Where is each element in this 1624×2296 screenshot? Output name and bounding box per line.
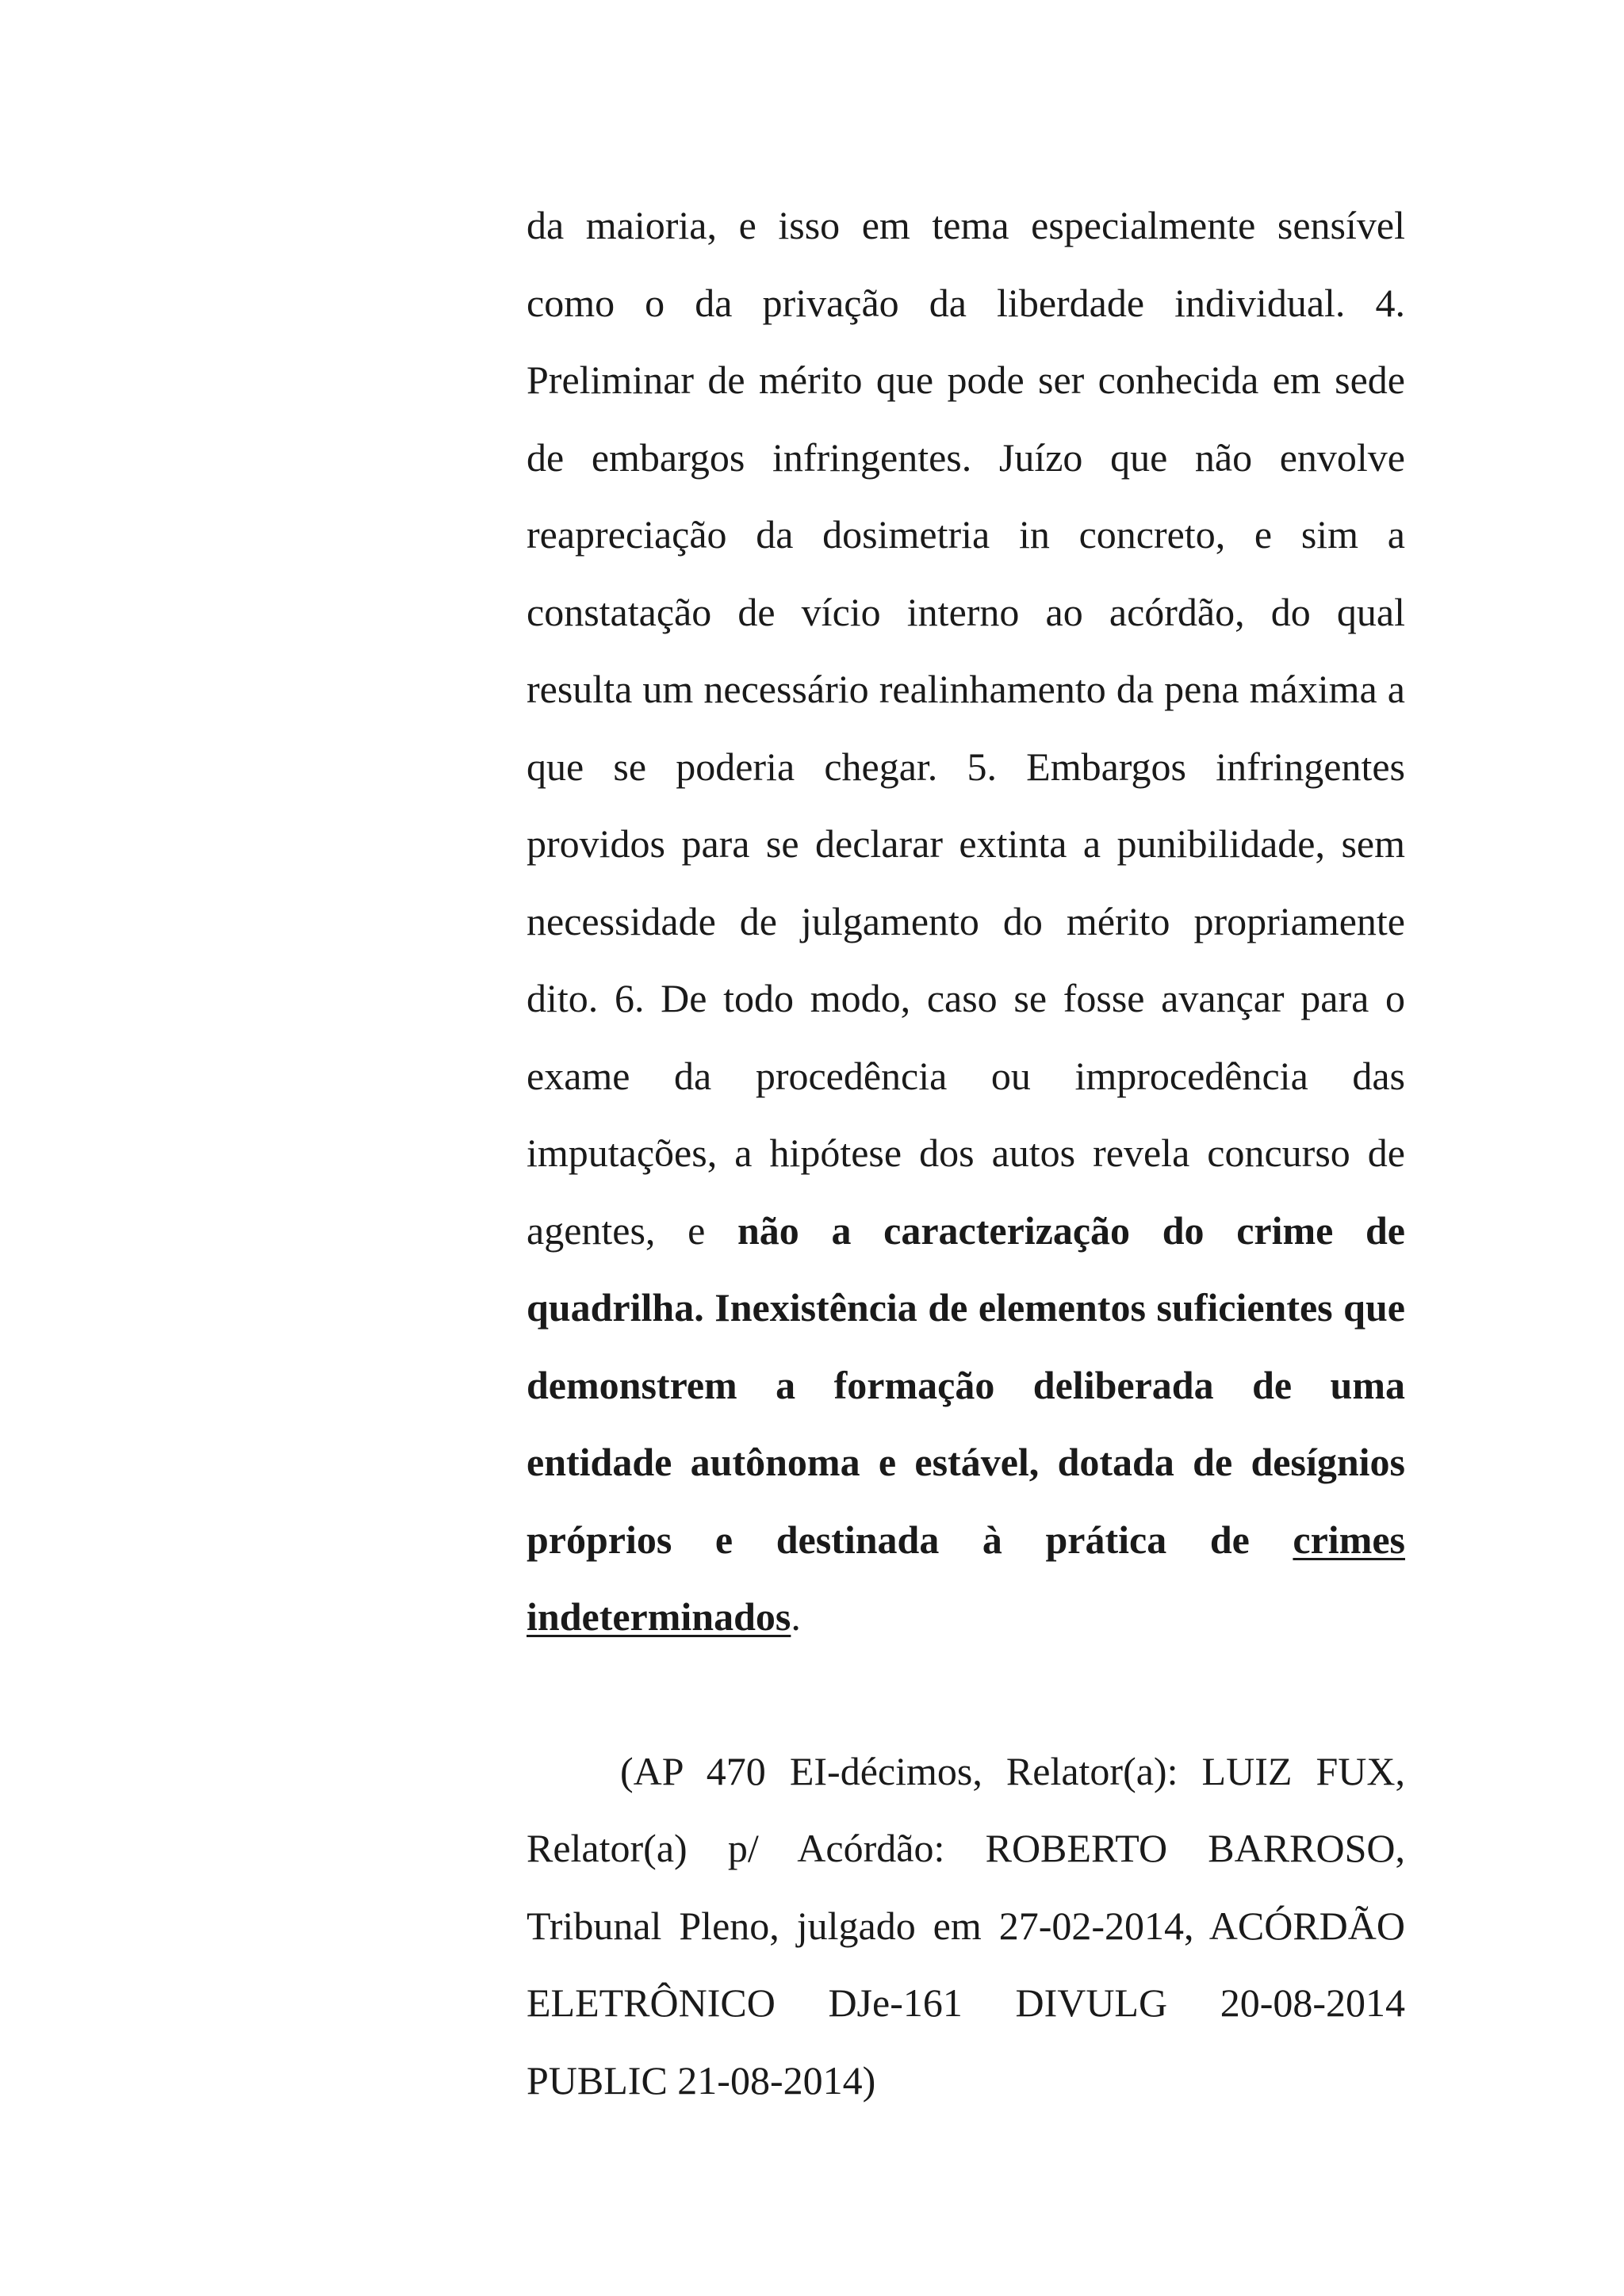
text-block	[527, 187, 1405, 2119]
citation-paragraph: (AP 470 EI-décimos, Relator(a): LUIZ FUX, Relator(a) p/ Acórdão: ROBERTO BARROSO, Tribunal Pleno, julgado em 27-02-2014, ACÓRDÃO ELETRÔNICO DJe-161 DIVULG 20-08-2014 PUBLIC 21-08-2014)	[527, 1748, 1405, 2103]
ementa-text: da maioria, e isso em tema especialmente sensível como o da privação da liberdade individual. 4. Preliminar de mérito que pode ser conhecida em sede de embargos infringentes. Juízo que não envolve reapreciação da dosimetria in concreto, e sim a constatação de vício interno ao acórdão, do qual resulta um necessário realinhamento da pena máxima a que se poderia chegar. 5. Embargos infringentes providos para se declarar extinta a punibilidade, sem necessidade de julgamento do mérito propriamente dito. 6. De todo modo, caso se fosse avançar para o exame da procedência ou improcedência das imputações, a hipótese dos autos revela concurso de agentes, e	[527, 203, 1405, 1253]
ementa-period: .	[791, 1594, 801, 1639]
paragraph-spacer	[527, 1656, 1405, 1733]
ementa-bold-text: não a caracterização do crime de quadrilha. Inexistência de elementos suficientes que demonstrem a formação deliberada de uma entidade autônoma e estável, dotada de desígnios próprios e destinada à prática de	[527, 1207, 1406, 1562]
ementa-underlined-text: crimes indeterminados	[527, 1517, 1405, 1639]
ementa-paragraph	[527, 187, 1405, 1656]
